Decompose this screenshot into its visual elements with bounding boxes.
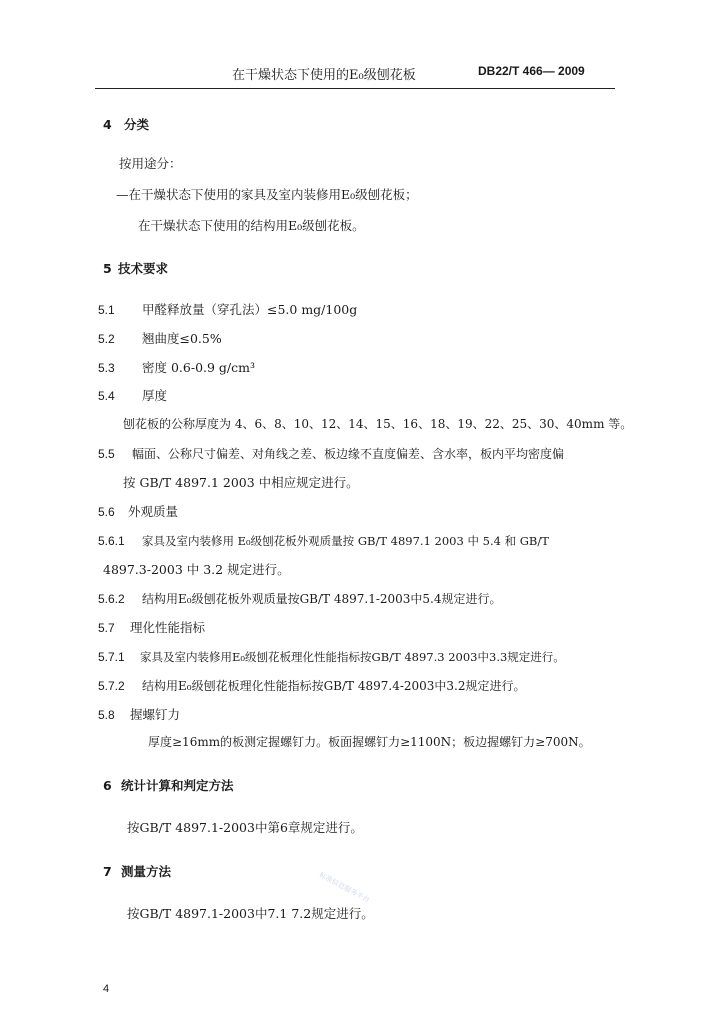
section-5-title: 技术要求 [118,261,169,276]
section-4-intro: 按用途分： [119,156,182,171]
clause-5-5-line-1: 幅面、公称尺寸偏差、对角线之差、板边缘不直度偏差、含水率，板内平均密度偏 [132,447,565,461]
clause-5-6-1-number: 5.6.1 [98,534,125,548]
clause-5-6-1-line-2: 4897.3-2003 中 3.2 规定进行。 [103,562,290,577]
clause-5-8-body: 厚度≥16mm的板测定握螺钉力。板面握螺钉力≥1100N；板边握螺钉力≥700N。 [148,735,591,749]
clause-5-6-number: 5.6 [98,505,115,519]
section-7-title: 测量方法 [121,864,172,879]
watermark: 标准信息服务平台 [317,870,371,905]
clause-5-7-2-text: 结构用E₀级刨花板理化性能指标按GB/T 4897.4-2003中3.2规定进行。 [142,679,526,693]
clause-5-3-number: 5.3 [98,361,115,375]
clause-5-5-line-2: 按 GB/T 4897.1 2003 中相应规定进行。 [123,475,359,490]
header-rule [95,88,615,89]
clause-5-2-text: 翘曲度≤0.5% [142,331,222,346]
clause-5-6-text: 外观质量 [128,504,179,519]
section-7-body: 按GB/T 4897.1-2003中7.1 7.2规定进行。 [127,906,374,921]
clause-5-7-number: 5.7 [98,621,115,635]
page-number: 4 [103,983,110,995]
section-4-number: 4 [103,117,112,132]
clause-5-7-1-text: 家具及室内装修用E₀级刨花板理化性能指标按GB/T 4897.3 2003中3.3规定进行。 [140,650,565,664]
clause-5-7-2-number: 5.7.2 [98,679,125,693]
clause-5-8-number: 5.8 [98,708,115,722]
section-4-title: 分类 [124,117,150,132]
clause-5-7-text: 理化性能指标 [130,620,206,635]
clause-5-7-1-number: 5.7.1 [98,650,125,664]
header-title: 在干燥状态下使用的E₀级刨花板 [232,68,416,83]
clause-5-6-1-line-1: 家具及室内装修用 E₀级刨花板外观质量按 GB/T 4897.1 2003 中 5.4 和 GB/T [142,534,549,548]
section-6-number: 6 [103,778,112,793]
section-4-item-1: —在干燥状态下使用的家具及室内装修用E₀级刨花板； [116,187,418,202]
clause-5-1-text: 甲醛释放量（穿孔法）≤5.0 mg/100g [142,302,358,317]
clause-5-6-2-number: 5.6.2 [98,592,125,606]
clause-5-2-number: 5.2 [98,332,115,346]
clause-5-6-2-text: 结构用E₀级刨花板外观质量按GB/T 4897.1-2003中5.4规定进行。 [142,592,502,606]
section-5-number: 5 [103,261,112,276]
section-6-title: 统计计算和判定方法 [121,778,234,793]
section-7-number: 7 [103,864,112,879]
clause-5-8-text: 握螺钉力 [130,707,181,722]
section-4-item-2: 在干燥状态下使用的结构用E₀级刨花板。 [138,218,365,233]
section-6-body: 按GB/T 4897.1-2003中第6章规定进行。 [127,820,363,835]
clause-5-1-number: 5.1 [98,303,115,317]
clause-5-4-number: 5.4 [98,389,115,403]
clause-5-3-text: 密度 0.6-0.9 g/cm³ [142,360,256,375]
clause-5-4-body: 刨花板的公称厚度为 4、6、8、10、12、14、15、16、18、19、22、25、30、40mm 等。 [123,417,633,431]
standard-code: DB22/T 466— 2009 [478,64,585,78]
clause-5-4-text: 厚度 [142,388,168,403]
clause-5-5-number: 5.5 [98,447,115,461]
